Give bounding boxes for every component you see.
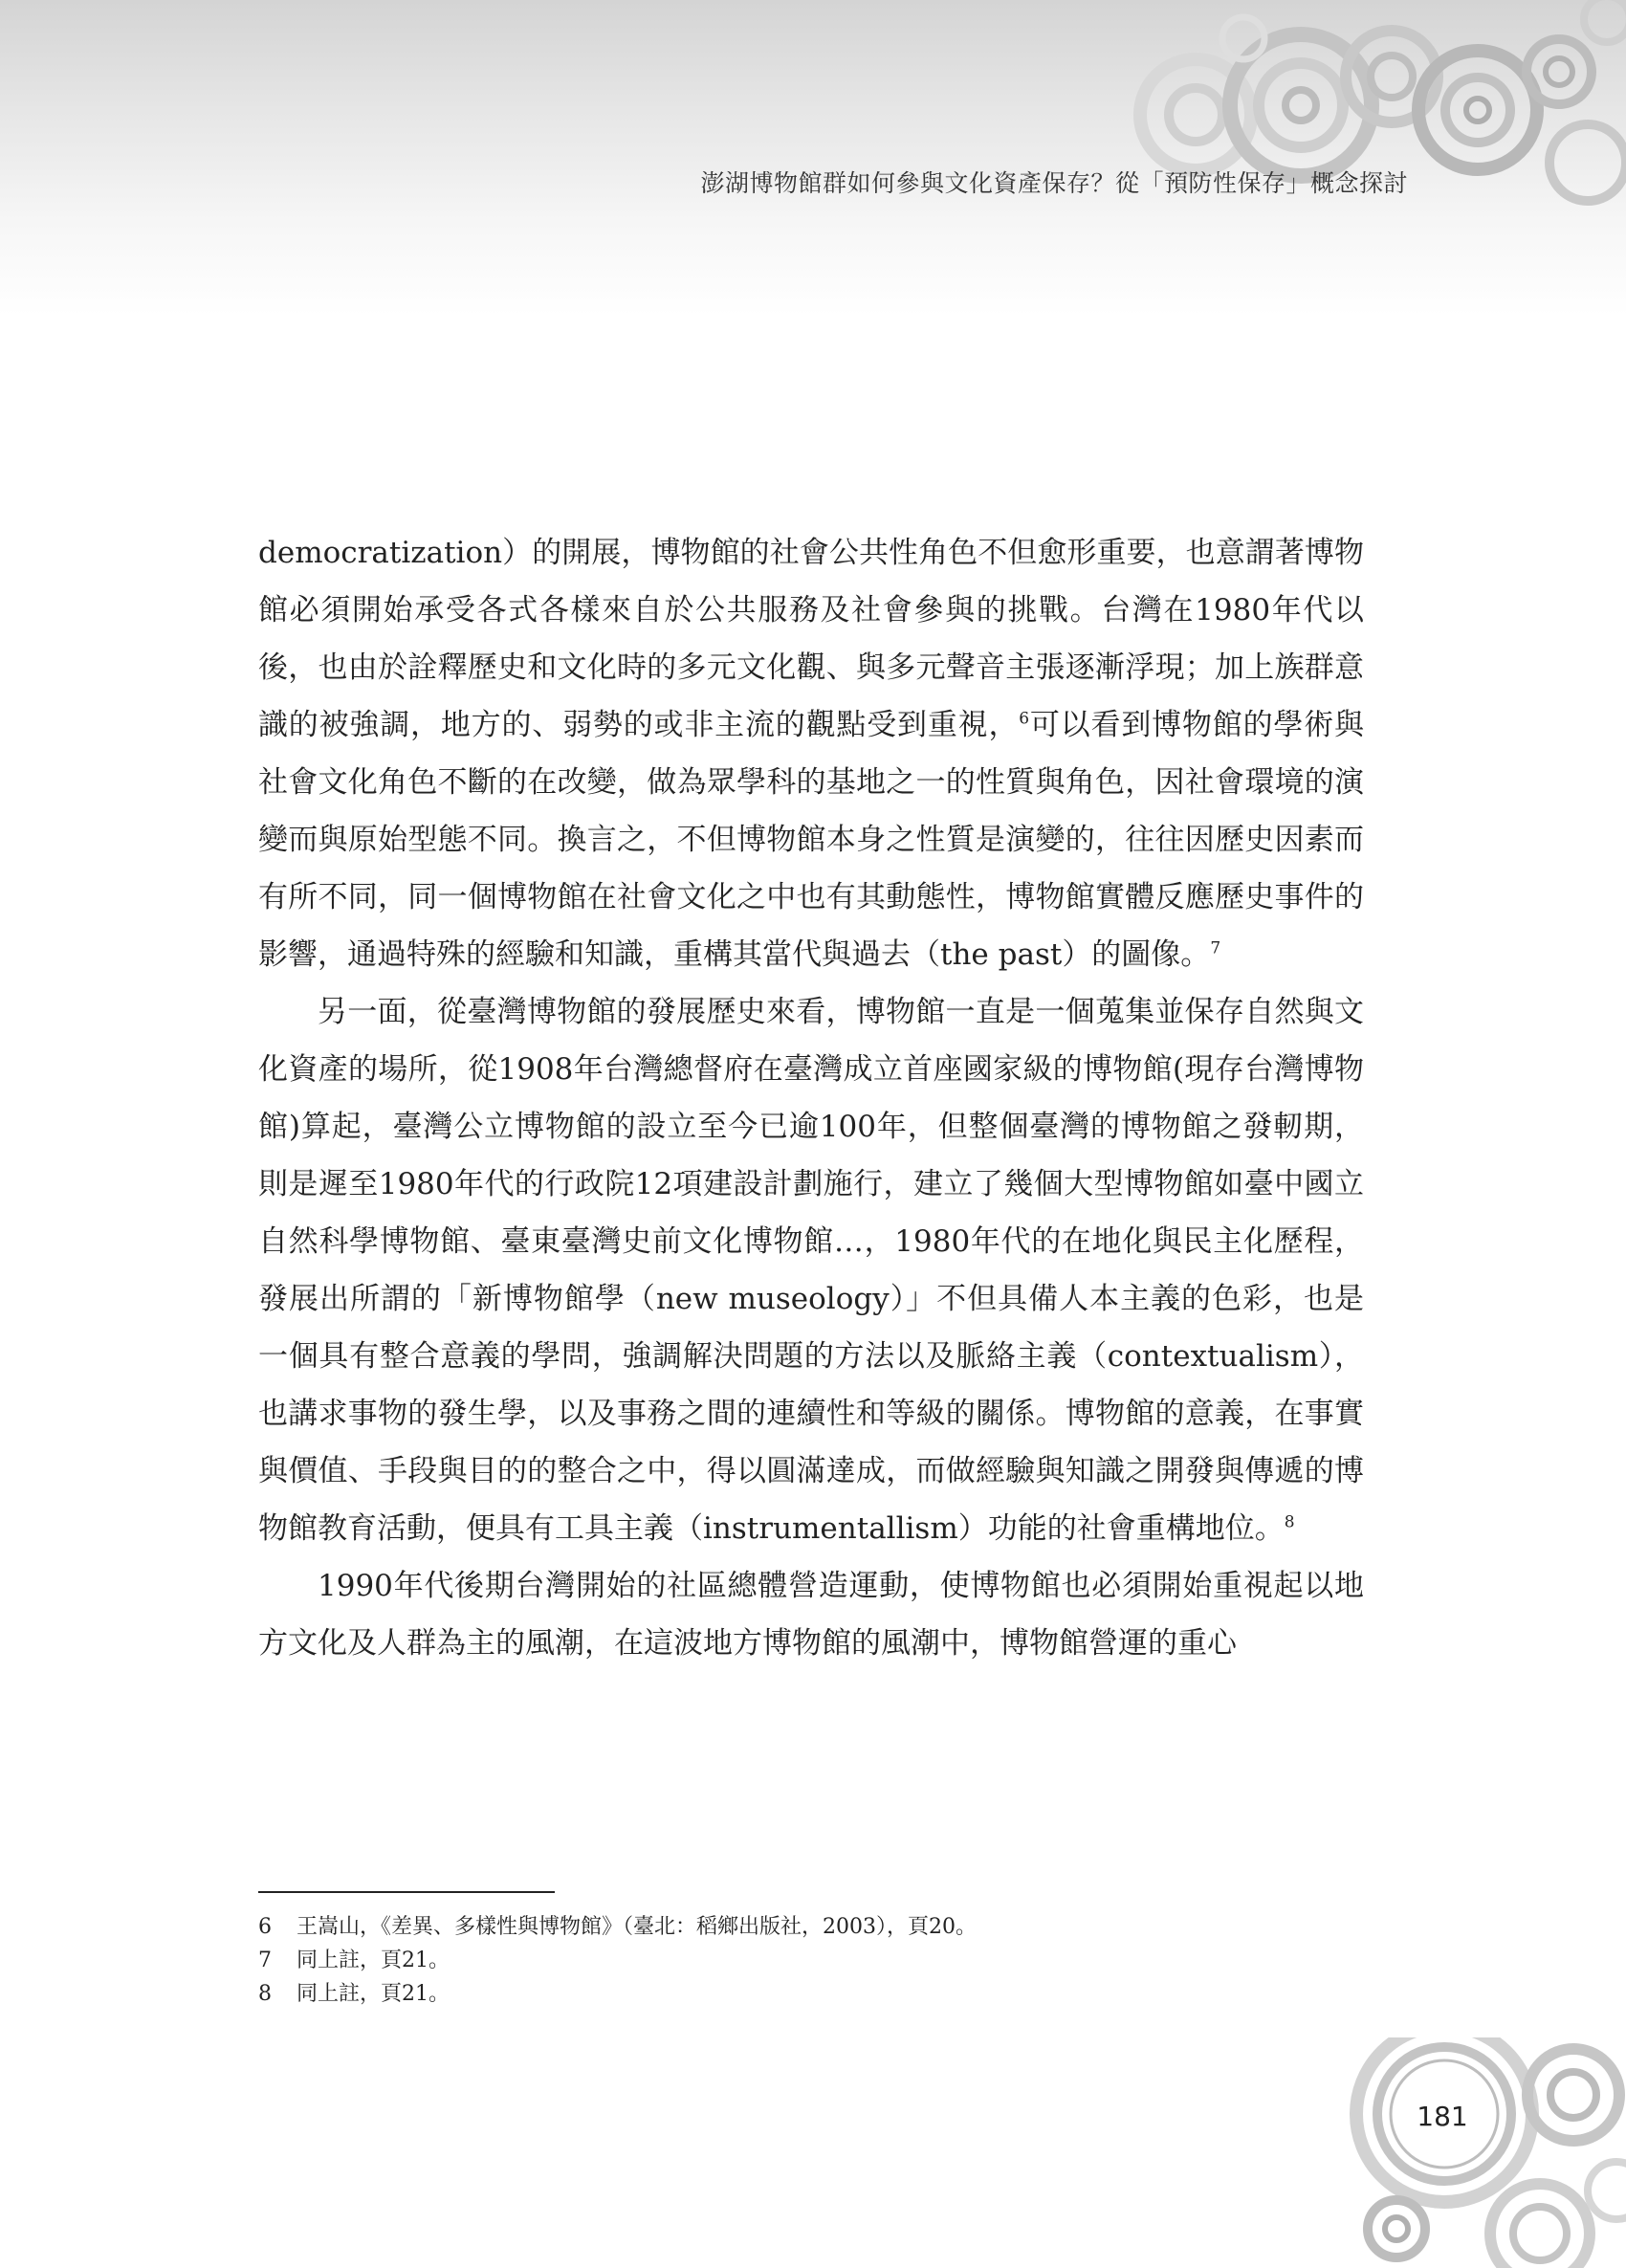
- footnote-ref-6[interactable]: 6: [1019, 709, 1030, 729]
- footnote-number: 6: [258, 1915, 272, 1939]
- footnote-ref-8[interactable]: 8: [1284, 1512, 1295, 1532]
- footnotes: [258, 1910, 1215, 2011]
- paragraph-1-text-b: 可以看到博物館的學術與社會文化角色不斷的在改變，做為眾學科的基地之一的性質與角色，因社會環境的演變而與原始型態不同。換言之，不但博物館本身之性質是演變的，往往因歷史因素而有所不同，同一個博物館在社會文化之中也有其動態性，博物館實體反應歷史事件的影響，通過特殊的經驗和知識，重構其當代與過去（the past）的圖像。: [258, 708, 1365, 972]
- footnote-text: 王嵩山，《差異、多樣性與博物館》（臺北：稻鄉出版社，2003），頁20。: [297, 1915, 977, 1939]
- page-number: 181: [1417, 2101, 1468, 2132]
- footnote-number: 7: [258, 1949, 272, 1972]
- footnote-text: 同上註，頁21。: [297, 1982, 450, 2006]
- footnote-divider: [258, 1891, 555, 1893]
- footnote-number: 8: [258, 1982, 272, 2006]
- body-text: [258, 524, 1364, 1672]
- paragraph-2: [258, 983, 1364, 1557]
- paragraph-1: [258, 524, 1364, 983]
- footnote-ref-7[interactable]: 7: [1210, 938, 1221, 958]
- running-head: 澎湖博物館群如何參與文化資產保存？從「預防性保存」概念探討: [700, 169, 1408, 197]
- paragraph-3: [258, 1557, 1364, 1672]
- paragraph-2-text: 另一面，從臺灣博物館的發展歷史來看，博物館一直是一個蒐集並保存自然與文化資產的場所，從1908年台灣總督府在臺灣成立首座國家級的博物館(現存台灣博物館)算起，臺灣公立博物館的設立至今已逾100年，但整個臺灣的博物館之發軔期，則是遲至1980年代的行政院12項建設計劃施行，建立了幾個大型博物館如臺中國立自然科學博物館、臺東臺灣史前文化博物館…，1980年代的在地化與民主化歷程，發展出所謂的「新博物館學（new museology）」不但具備人本主義的色彩，也是一個具有整合意義的學問，強調解決問題的方法以及脈絡主義（contextualism），也講求事物的發生學，以及事務之間的連續性和等級的關係。博物館的意義，在事實與價值、手段與目的的整合之中，得以圓滿達成，而做經驗與知識之開發與傳遞的博物館教育活動，便具有工具主義（instrumentallism）功能的社會重構地位。: [258, 995, 1364, 1546]
- paragraph-3-text: 1990年代後期台灣開始的社區總體營造運動，使博物館也必須開始重視起以地方文化及人群為主的風潮，在這波地方博物館的風潮中，博物館營運的重心: [258, 1569, 1364, 1661]
- footnote-6: [258, 1910, 1215, 1944]
- footnote-8: [258, 1977, 1215, 2011]
- footer-circles-decoration: [1339, 2037, 1626, 2268]
- header-circles-decoration: [1129, 0, 1626, 249]
- paragraph-1-text-a: democratization）的開展，博物館的社會公共性角色不但愈形重要，也意謂著博物館必須開始承受各式各樣來自於公共服務及社會參與的挑戰。台灣在1980年代以後，也由於詮釋歷史和文化時的多元文化觀、與多元聲音主張逐漸浮現；加上族群意識的被強調，地方的、弱勢的或非主流的觀點受到重視，: [258, 536, 1364, 742]
- footnote-7: [258, 1944, 1215, 1977]
- footnote-text: 同上註，頁21。: [297, 1949, 450, 1972]
